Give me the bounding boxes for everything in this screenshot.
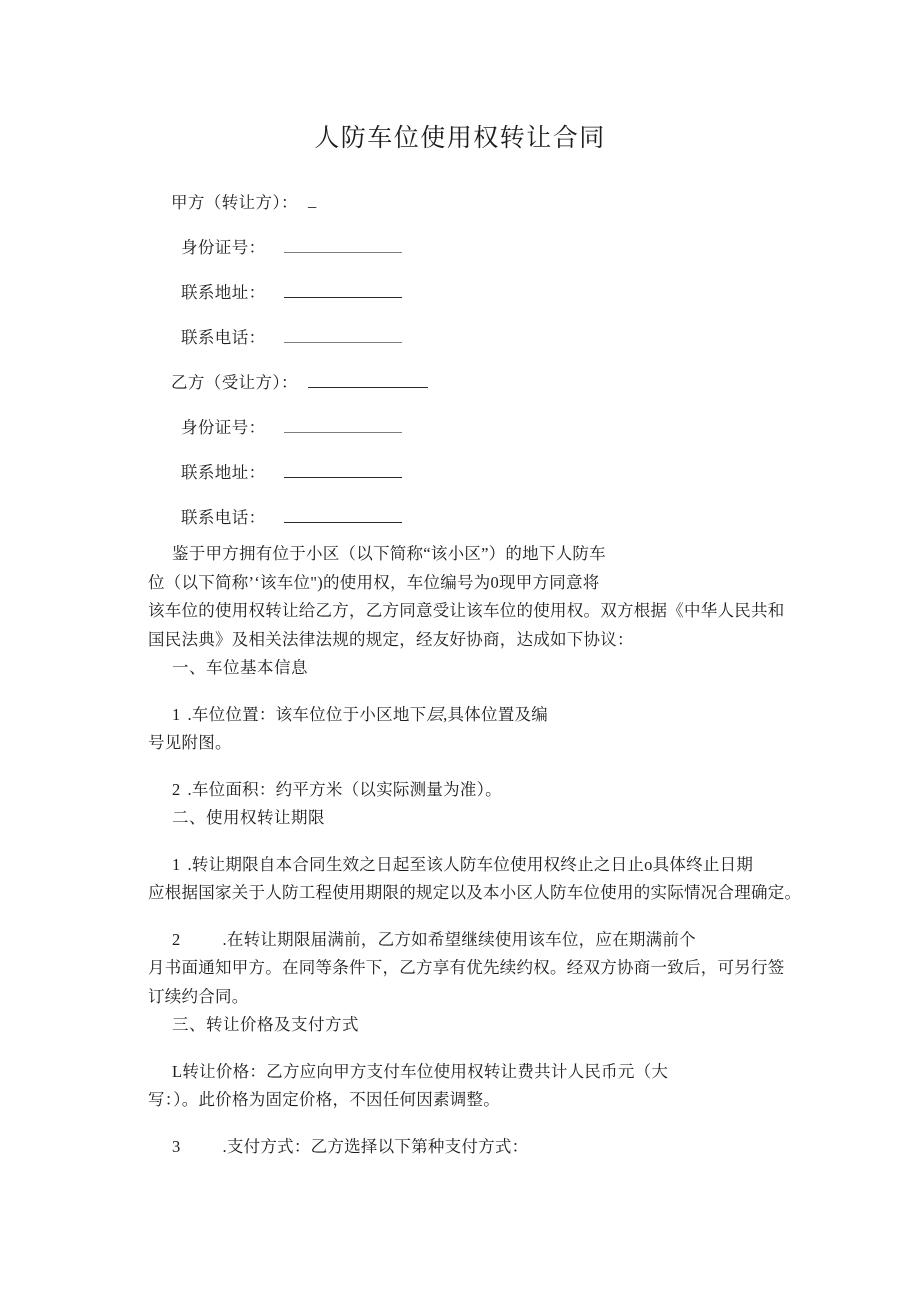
party-a-name-row <box>171 178 811 223</box>
item-text-emphasis: 层 <box>426 704 444 724</box>
party-b-id-label: 身份证号： <box>181 417 266 437</box>
item-number: 2 <box>172 929 181 949</box>
item-number: 3 <box>172 1136 181 1156</box>
party-b-id-row <box>171 403 811 448</box>
document-body <box>148 540 802 1161</box>
party-b-phone-input-rule[interactable] <box>284 508 402 523</box>
parties-block <box>171 178 811 538</box>
section-1-item-1 <box>148 701 796 758</box>
party-b-address-input-rule[interactable] <box>284 463 402 478</box>
party-a-address-label: 联系地址： <box>181 282 266 302</box>
party-a-phone-row <box>171 313 811 358</box>
item-text: .车位位置：该车位位于小区地下 <box>187 704 427 724</box>
item-continuation: 号见附图。 <box>148 733 232 752</box>
preamble-line-2: 位（以下简称’‘该车位")的使用权，车位编号为0现甲方同意将 <box>148 572 600 592</box>
section-3-item-2 <box>148 1133 796 1162</box>
party-b-address-label: 联系地址： <box>181 462 266 482</box>
item-text: .在转让期限届满前，乙方如希望继续使用该车位，应在期满前个 <box>222 929 696 949</box>
item-text: .支付方式：乙方选择以下第种支付方式： <box>222 1136 529 1156</box>
party-b-name-label: 乙方（受让方）： <box>171 372 298 392</box>
party-b-name-input-rule[interactable] <box>308 373 428 388</box>
item-continuation: 写：）。此价格为固定价格，不因任何因素调整。 <box>148 1090 500 1109</box>
section-heading-3: 三、转让价格及支付方式 <box>172 1015 359 1034</box>
item-text: .转让期限自本合同生效之日起至该人防车位使用权终止之日止o具体终止日期 <box>187 854 754 874</box>
item-number: 1 <box>172 854 181 874</box>
party-a-address-row <box>171 268 811 313</box>
preamble-line-4: 国民法典》及相关法律法规的规定，经友好协商，达成如下协议： <box>148 629 634 649</box>
section-2-item-2 <box>148 926 796 1012</box>
item-text-tail: ,具体位置及编 <box>443 704 548 724</box>
section-heading-1: 一、车位基本信息 <box>172 658 308 677</box>
section-1-item-2 <box>148 776 796 805</box>
section-2-item-1 <box>148 851 920 908</box>
preamble-paragraph <box>148 540 920 654</box>
party-a-id-label: 身份证号： <box>181 237 266 257</box>
item-continuation: 应根据国家关于人防工程使用期限的规定以及本小区人防车位使用的实际情况合理确定。 <box>148 883 802 902</box>
party-a-name-value[interactable]: _ <box>307 190 317 210</box>
party-b-phone-row <box>171 493 811 538</box>
party-a-id-row <box>171 223 811 268</box>
party-a-id-input-rule[interactable] <box>284 238 402 253</box>
item-text: 转让价格：乙方应向甲方支付车位使用权转让费共计人民币元（大 <box>182 1061 669 1081</box>
item-number: 2 <box>172 779 181 799</box>
item-number: 1 <box>172 704 181 724</box>
party-b-id-input-rule[interactable] <box>284 418 402 433</box>
item-continuation-2: 订续约合同。 <box>148 986 249 1006</box>
section-heading-2: 二、使用权转让期限 <box>172 808 325 827</box>
party-a-phone-label: 联系电话： <box>181 327 266 347</box>
preamble-line-1: 鉴于甲方拥有位于小区（以下简称“该小区”）的地下人防车 <box>172 544 606 563</box>
party-b-address-row <box>171 448 811 493</box>
preamble-line-3: 该车位的使用权转让给乙方，乙方同意受让该车位的使用权。双方根据《中华人民共和 <box>148 601 785 620</box>
page-title: 人防车位使用权转让合同 <box>314 125 606 152</box>
party-a-name-label: 甲方（转让方）： <box>171 192 298 212</box>
party-b-phone-label: 联系电话： <box>181 507 266 527</box>
party-a-phone-input-rule[interactable] <box>284 328 402 343</box>
item-text: .车位面积：约平方米（以实际测量为准）。 <box>187 779 502 799</box>
section-3-item-1 <box>148 1058 796 1115</box>
party-a-address-input-rule[interactable] <box>284 283 402 298</box>
party-b-name-row <box>171 358 811 403</box>
item-number: L <box>172 1061 183 1081</box>
item-continuation: 月书面通知甲方。在同等条件下，乙方享有优先续约权。经双方协商一致后，可另行签 <box>148 958 785 977</box>
